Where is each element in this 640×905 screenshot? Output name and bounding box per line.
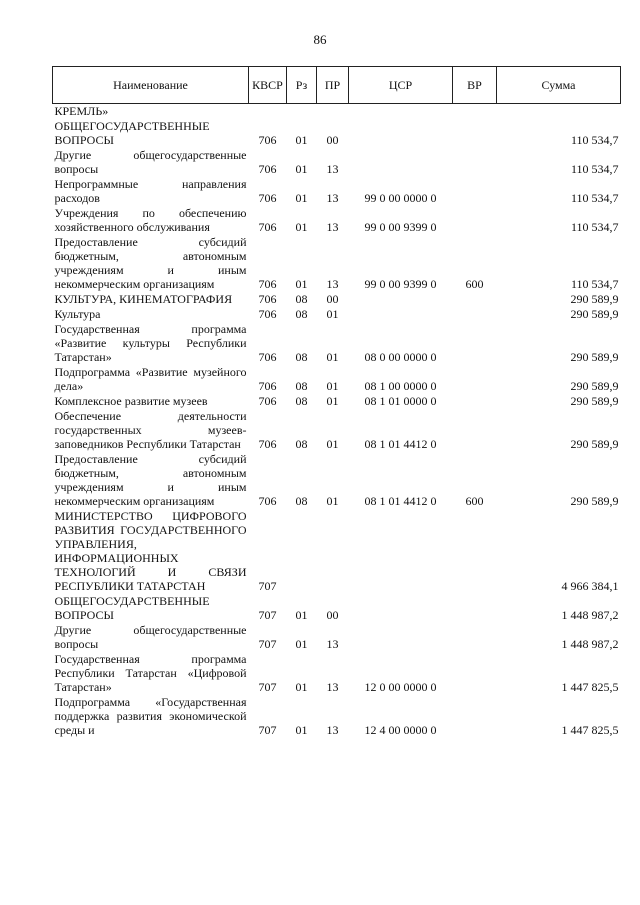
table-row (53, 104, 621, 120)
row-kvsr: 706 (258, 394, 277, 408)
row-vr (453, 292, 497, 307)
header-pr: ПР (317, 67, 349, 104)
row-pr: 00 (326, 608, 339, 622)
row-name: КРЕМЛЬ» (54, 104, 109, 118)
header-csr: ЦСР (349, 67, 453, 104)
row-name: КУЛЬТУРА, КИНЕМАТОГРАФИЯ (54, 292, 233, 306)
row-rz: 01 (295, 680, 308, 694)
row-vr (453, 409, 497, 452)
table-row (53, 148, 621, 177)
row-kvsr: 706 (258, 350, 277, 364)
budget-table (52, 66, 621, 738)
row-name: Подпрограмма «Государственная поддержка развития экономической среды и (54, 695, 247, 737)
row-kvsr: 707 (258, 608, 277, 622)
row-sum (497, 104, 621, 120)
row-sum: 290 589,9 (570, 350, 619, 364)
row-vr (453, 695, 497, 738)
row-sum: 110 534,7 (570, 133, 619, 147)
row-name: Комплексное развитие музеев (54, 394, 208, 408)
row-csr: 08 1 00 0000 0 (364, 379, 437, 393)
row-name: Другие общегосударственные вопросы (54, 623, 247, 651)
row-pr: 13 (326, 723, 339, 737)
row-pr: 13 (326, 220, 339, 234)
row-kvsr: 707 (258, 579, 277, 593)
table-row (53, 365, 621, 394)
row-name: Государственная программа «Развитие культуры Республики Татарстан» (54, 322, 247, 364)
table-row (53, 509, 621, 594)
header-kvsr: КВСР (249, 67, 287, 104)
row-pr: 13 (326, 191, 339, 205)
row-rz (287, 509, 317, 594)
row-csr (349, 148, 453, 177)
row-name: Другие общегосударственные вопросы (54, 148, 247, 176)
row-vr (453, 322, 497, 365)
row-name: Предоставление субсидий бюджетным, автономным учреждениям и иным некоммерческим организациям (54, 235, 247, 291)
row-pr: 01 (326, 437, 339, 451)
table-row (53, 452, 621, 509)
row-kvsr: 707 (258, 723, 277, 737)
row-rz: 01 (295, 162, 308, 176)
table-row (53, 322, 621, 365)
row-rz: 08 (295, 350, 308, 364)
row-pr: 13 (326, 637, 339, 651)
row-name: ОБЩЕГОСУДАРСТВЕННЫЕ ВОПРОСЫ (54, 119, 210, 147)
row-csr: 99 0 00 9399 0 (364, 220, 437, 234)
page-number: 86 (313, 32, 327, 47)
header-rz: Рз (287, 67, 317, 104)
row-rz: 08 (295, 292, 308, 306)
row-sum: 4 966 384,1 (561, 579, 619, 593)
row-vr (453, 148, 497, 177)
row-csr (349, 119, 453, 148)
row-csr: 12 0 00 0000 0 (364, 680, 437, 694)
row-kvsr: 706 (258, 307, 277, 321)
row-kvsr: 706 (258, 133, 277, 147)
row-rz: 08 (295, 307, 308, 321)
row-csr (349, 104, 453, 120)
row-sum: 290 589,9 (570, 307, 619, 321)
row-name: МИНИСТЕРСТВО ЦИФРОВОГО РАЗВИТИЯ ГОСУДАРСТВЕННОГО УПРАВЛЕНИЯ, ИНФОРМАЦИОННЫХ ТЕХНОЛОГИЙ И СВЯЗИ РЕСПУБЛИКИ ТАТАРСТАН (54, 509, 247, 593)
row-pr: 01 (326, 494, 339, 508)
row-pr (317, 104, 349, 120)
row-kvsr: 707 (258, 637, 277, 651)
row-name: Подпрограмма «Развитие музейного дела» (54, 365, 247, 393)
row-kvsr: 706 (258, 162, 277, 176)
table-row (53, 594, 621, 623)
row-name: Государственная программа Республики Татарстан «Цифровой Татарстан» (54, 652, 247, 694)
table-row (53, 623, 621, 652)
row-csr: 08 1 01 0000 0 (364, 394, 437, 408)
row-csr (349, 509, 453, 594)
row-csr (349, 292, 453, 307)
row-sum: 1 448 987,2 (561, 637, 619, 651)
row-vr (453, 509, 497, 594)
row-pr: 01 (326, 307, 339, 321)
row-kvsr: 706 (258, 379, 277, 393)
row-csr (349, 623, 453, 652)
table-row (53, 652, 621, 695)
row-vr (453, 623, 497, 652)
row-vr (453, 177, 497, 206)
table-row (53, 307, 621, 322)
row-sum: 290 589,9 (570, 394, 619, 408)
row-name: ОБЩЕГОСУДАРСТВЕННЫЕ ВОПРОСЫ (54, 594, 210, 622)
row-sum: 290 589,9 (570, 379, 619, 393)
row-kvsr: 707 (258, 680, 277, 694)
row-csr: 12 4 00 0000 0 (364, 723, 437, 737)
row-vr (453, 652, 497, 695)
table-row (53, 409, 621, 452)
header-sum: Сумма (497, 67, 621, 104)
row-rz: 01 (295, 220, 308, 234)
table-row (53, 119, 621, 148)
row-csr: 99 0 00 9399 0 (364, 277, 437, 291)
row-pr: 00 (326, 133, 339, 147)
row-pr: 01 (326, 394, 339, 408)
row-vr (453, 104, 497, 120)
row-vr: 600 (465, 277, 484, 291)
row-sum: 1 447 825,5 (561, 680, 619, 694)
row-sum: 110 534,7 (570, 277, 619, 291)
row-rz: 08 (295, 494, 308, 508)
row-sum: 1 447 825,5 (561, 723, 619, 737)
table-row (53, 695, 621, 738)
row-rz: 01 (295, 277, 308, 291)
header-name: Наименование (53, 67, 249, 104)
row-vr (453, 307, 497, 322)
row-name: Предоставление субсидий бюджетным, автономным учреждениям и иным некоммерческим организациям (54, 452, 247, 508)
row-sum: 110 534,7 (570, 220, 619, 234)
row-rz: 01 (295, 133, 308, 147)
row-sum: 290 589,9 (570, 437, 619, 451)
header-vr: ВР (453, 67, 497, 104)
row-csr: 08 1 01 4412 0 (364, 494, 437, 508)
row-rz: 01 (295, 723, 308, 737)
row-pr: 13 (326, 680, 339, 694)
row-pr: 13 (326, 162, 339, 176)
row-rz: 08 (295, 394, 308, 408)
row-name: Обеспечение деятельности государственных музеев-заповедников Республики Татарстан (54, 409, 247, 451)
row-vr: 600 (465, 494, 484, 508)
row-kvsr: 706 (258, 191, 277, 205)
row-vr (453, 594, 497, 623)
row-csr (349, 307, 453, 322)
table-row (53, 206, 621, 235)
table-row (53, 292, 621, 307)
row-csr (349, 594, 453, 623)
row-rz (287, 104, 317, 120)
row-pr (317, 509, 349, 594)
row-kvsr: 706 (258, 292, 277, 306)
row-sum: 290 589,9 (570, 292, 619, 306)
row-csr: 08 1 01 4412 0 (364, 437, 437, 451)
row-sum: 110 534,7 (570, 191, 619, 205)
row-sum: 290 589,9 (570, 494, 619, 508)
row-pr: 01 (326, 379, 339, 393)
row-vr (453, 206, 497, 235)
row-rz: 08 (295, 437, 308, 451)
row-name: Учреждения по обеспечению хозяйственного обслуживания (54, 206, 247, 234)
table-header-row (53, 67, 621, 104)
row-kvsr: 706 (258, 220, 277, 234)
row-rz: 01 (295, 637, 308, 651)
row-kvsr: 706 (258, 277, 277, 291)
row-name: Культура (54, 307, 101, 321)
row-vr (453, 365, 497, 394)
row-pr: 00 (326, 292, 339, 306)
row-rz: 01 (295, 191, 308, 205)
row-rz: 01 (295, 608, 308, 622)
row-kvsr: 706 (258, 494, 277, 508)
row-pr: 01 (326, 350, 339, 364)
row-vr (453, 394, 497, 409)
table-row (53, 394, 621, 409)
row-name: Непрограммные направления расходов (54, 177, 247, 205)
table-row (53, 235, 621, 292)
row-vr (453, 119, 497, 148)
row-pr: 13 (326, 277, 339, 291)
row-csr: 08 0 00 0000 0 (364, 350, 437, 364)
row-rz: 08 (295, 379, 308, 393)
row-kvsr: 706 (258, 437, 277, 451)
row-sum: 1 448 987,2 (561, 608, 619, 622)
row-csr: 99 0 00 0000 0 (364, 191, 437, 205)
table-row (53, 177, 621, 206)
row-sum: 110 534,7 (570, 162, 619, 176)
row-kvsr (249, 104, 287, 120)
